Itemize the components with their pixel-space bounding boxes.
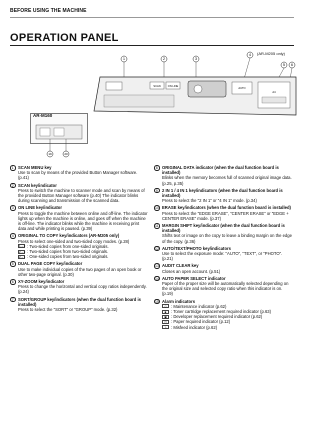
description-item bbox=[10, 183, 148, 204]
item-text: Closes an open account. (p.51) bbox=[162, 268, 221, 274]
display-window bbox=[188, 81, 226, 97]
description-item bbox=[154, 223, 294, 244]
operation-panel-diagram bbox=[86, 49, 298, 131]
page-header bbox=[10, 8, 294, 18]
inset-key-2 bbox=[54, 128, 64, 136]
item-title: ERASE key/indicators (when the dual function board is installed) bbox=[162, 205, 291, 211]
description-item bbox=[10, 279, 148, 295]
description-item bbox=[10, 205, 148, 231]
item-number-badge: 15 bbox=[155, 299, 159, 304]
dial-icon bbox=[194, 85, 202, 93]
inset-callout-19-label: 19 bbox=[48, 152, 52, 157]
inset-key-1 bbox=[40, 128, 50, 136]
item-number-badge: 1 bbox=[11, 166, 14, 170]
indicator-icon: ◇ bbox=[162, 304, 169, 308]
item-body bbox=[162, 246, 294, 262]
item-number-badge: 7 bbox=[11, 297, 14, 302]
item-number-badge: 10 bbox=[155, 206, 159, 211]
callout-5-label: 5 bbox=[283, 63, 285, 68]
item-text: Paper of the proper size will be automatically selected depending on the original size and selected copy ratio when this indicator is on. (p.19) bbox=[162, 281, 289, 297]
item-number-badge: 13 bbox=[155, 264, 159, 269]
item-number bbox=[154, 188, 162, 204]
item-number-badge: 11 bbox=[155, 224, 159, 229]
callout-2-label: 2 bbox=[163, 57, 165, 62]
description-item bbox=[154, 188, 294, 204]
item-title: AUTO PAPER SELECT indicator bbox=[162, 275, 226, 281]
subentry-text: : Two-sided copies from one-sided originals. bbox=[27, 243, 109, 249]
description-item bbox=[10, 261, 148, 277]
item-number bbox=[154, 246, 162, 262]
item-number bbox=[10, 279, 18, 295]
item-number bbox=[10, 297, 18, 313]
item-body bbox=[162, 188, 294, 204]
item-number-badge: 6 bbox=[11, 280, 14, 285]
indicator-icon: ▭ bbox=[162, 320, 169, 324]
item-title: ON LINE key/indicator bbox=[18, 205, 62, 211]
description-item bbox=[154, 246, 294, 262]
scan-key-label: SCAN bbox=[153, 85, 161, 88]
page-title: OPERATION PANEL bbox=[10, 32, 119, 44]
item-title: 2 IN 1 / 4 IN 1 key/indicators (when the dual function board is installed) bbox=[162, 187, 283, 199]
inset-label: AR-M160 bbox=[33, 113, 53, 118]
item-body bbox=[18, 183, 148, 204]
item-text: Press to select one-sided and two-sided copy modes. (p.28) bbox=[18, 238, 130, 244]
description-item bbox=[154, 299, 294, 330]
inset-illustration bbox=[30, 113, 88, 161]
callout-1-label: 1 bbox=[123, 57, 125, 62]
exposure-label: AUTO bbox=[238, 87, 246, 90]
item-text: Press to select the "2 IN 1" or "4 IN 1" mode. (p.34) bbox=[162, 198, 257, 204]
item-number-badge: 12 bbox=[155, 246, 159, 251]
indicator-icon: 2→2 bbox=[19, 249, 26, 254]
item-number bbox=[10, 233, 18, 259]
item-body bbox=[162, 276, 294, 297]
inset-diagram bbox=[30, 113, 88, 161]
leader-lines bbox=[124, 58, 292, 79]
item-number-badge: 2 bbox=[11, 183, 14, 188]
description-item bbox=[10, 233, 148, 259]
lower-key-row bbox=[104, 95, 174, 107]
item-number bbox=[10, 165, 18, 181]
item-number-badge: 14 bbox=[155, 276, 159, 281]
item-title: SORT/GROUP key/indicators (when the dual function board is installed) bbox=[18, 296, 142, 307]
item-title: AUDIT CLEAR key bbox=[162, 263, 199, 269]
description-item bbox=[10, 297, 148, 313]
item-text: Shifts text or image on the copy to leave a binding margin on the edge of the copy. (p.36) bbox=[162, 233, 292, 244]
item-subentry bbox=[162, 325, 294, 330]
callout-6-label: 6 bbox=[291, 63, 293, 68]
subentry-text: : Paper required indicator (p.12) bbox=[171, 319, 231, 325]
item-text: Blinks when the memory becomes full of scanned original image data. (p.25, p.35) bbox=[162, 175, 292, 186]
item-number bbox=[154, 299, 162, 330]
subentry-text: : Two-sided copies from two-sided originals. bbox=[27, 249, 109, 255]
title-divider bbox=[10, 45, 294, 46]
panel-illustration bbox=[86, 49, 298, 131]
item-number bbox=[154, 165, 162, 186]
left-description-column bbox=[10, 165, 148, 314]
item-number bbox=[10, 183, 18, 204]
item-text: Press to switch the machine to scanner mode and scan by means of the provided Button Manager software (p.40) The indicator blinks during scanning and transmission of the scanned data. bbox=[18, 187, 145, 204]
item-text: Press to select the "EDGE ERASE", "CENTER ERASE" or "EDGE + CENTER ERASE" mode. (p.37) bbox=[162, 210, 289, 221]
item-body bbox=[162, 223, 294, 244]
callout-3-label: 3 bbox=[195, 57, 197, 62]
item-number-badge: 3 bbox=[11, 206, 14, 211]
item-body bbox=[162, 165, 294, 186]
item-body bbox=[18, 297, 148, 313]
item-body bbox=[162, 299, 294, 330]
description-item bbox=[154, 263, 294, 273]
callout-note: (AR-M205 only) bbox=[257, 51, 286, 56]
inset-callout-20-label: 20 bbox=[64, 152, 68, 157]
description-item bbox=[154, 276, 294, 297]
item-title: SCAN MENU key bbox=[18, 165, 52, 170]
indicator-icon: 1→2 bbox=[19, 244, 26, 249]
item-number bbox=[154, 223, 162, 244]
section-title: BEFORE USING THE MACHINE bbox=[10, 8, 87, 14]
item-number bbox=[154, 276, 162, 297]
item-text: Use to scan by means of the provided Button Manager software. (p.41) bbox=[18, 170, 138, 181]
right-description-column bbox=[154, 165, 294, 332]
subentry-text: : Maintenance indicator (p.62) bbox=[171, 303, 227, 309]
item-body bbox=[18, 261, 148, 277]
item-body bbox=[162, 263, 294, 273]
indicator-icon: ▣ bbox=[162, 315, 169, 319]
item-number-badge: 8 bbox=[155, 166, 158, 170]
item-subentry bbox=[18, 254, 148, 259]
item-title: ORIGINAL TO COPY key/indicators (AR-M205 only) bbox=[18, 233, 120, 239]
item-title: AUTO/TEXT/PHOTO key/indicators bbox=[162, 245, 231, 251]
item-text: Use to select the exposure mode: "AUTO", "TEXT", or "PHOTO". (p.21) bbox=[162, 251, 283, 262]
item-title: XY-ZOOM key/indicator bbox=[18, 279, 65, 285]
description-item bbox=[154, 205, 294, 221]
item-text: Press to select the "SORT" or "GROUP" mode. (p.32) bbox=[18, 307, 118, 313]
item-body bbox=[18, 205, 148, 231]
item-number-badge: 5 bbox=[11, 262, 14, 267]
paper-label: A4 bbox=[272, 91, 276, 94]
description-item bbox=[10, 165, 148, 181]
subentry-text: : Toner cartridge replacement required indicator (p.63) bbox=[171, 309, 272, 315]
item-title: ORIGINAL DATA indicator (when the dual function board is installed) bbox=[162, 165, 279, 176]
item-number bbox=[10, 261, 18, 277]
online-key-label: ON LINE bbox=[167, 85, 179, 88]
item-text: Press to change the horizontal and vertical copy ratios independently. (p.24) bbox=[18, 284, 147, 295]
tray-indicator bbox=[262, 97, 286, 103]
subentry-text: : Developer replacement required indicator (p.62) bbox=[171, 314, 263, 320]
item-number bbox=[154, 205, 162, 221]
item-title: Alarm indicators bbox=[162, 298, 196, 304]
item-body bbox=[18, 279, 148, 295]
item-number-badge: 9 bbox=[155, 188, 158, 193]
item-number-badge: 4 bbox=[11, 234, 14, 239]
item-text: Use to make individual copies of the two pages of an open book or other two-page original. (p.30) bbox=[18, 266, 142, 277]
item-title: SCAN key/indicator bbox=[18, 182, 57, 188]
indicator-icon: 2→1 bbox=[19, 254, 26, 259]
indicator-icon: ⌁ bbox=[162, 325, 169, 329]
item-body bbox=[162, 205, 294, 221]
panel-key-left bbox=[106, 82, 122, 90]
subentry-text: : One-sided copies from two-sided originals. bbox=[27, 254, 109, 260]
item-text: Press to toggle the machine between online and off-line. The indicator lights up when the machine is online, and goes off when the machine is off-line. The indicator blinks while the machine is receiving print data and while printing is paused. (p.39) bbox=[18, 210, 148, 232]
paper-block bbox=[258, 82, 290, 108]
item-number bbox=[10, 205, 18, 231]
description-item bbox=[154, 165, 294, 186]
item-number bbox=[154, 263, 162, 273]
item-title: DUAL PAGE COPY key/indicator bbox=[18, 261, 83, 267]
item-title: MARGIN SHIFT key/indicator (when the dual function board is installed) bbox=[162, 223, 285, 234]
callout-4-label: 4 bbox=[249, 53, 251, 58]
item-body bbox=[18, 233, 148, 259]
subentry-text: : Misfeed indicator (p.62) bbox=[171, 324, 218, 330]
item-body bbox=[18, 165, 148, 181]
indicator-icon: ■ bbox=[162, 310, 169, 314]
